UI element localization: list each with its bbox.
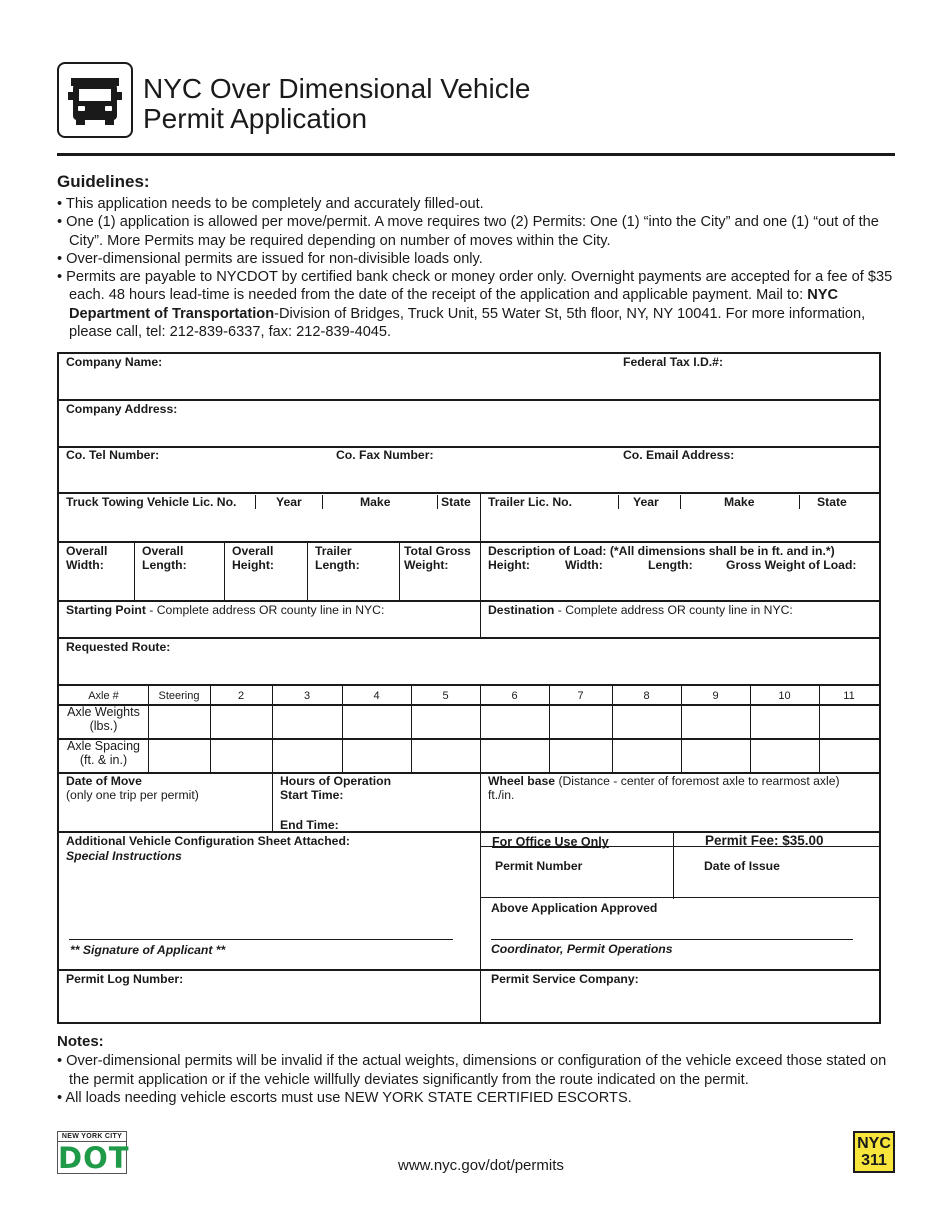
co-email-field[interactable] [623,464,873,488]
permit-service-label: Permit Service Company: [491,972,639,986]
note-item: • All loads needing vehicle escorts must use NEW YORK STATE CERTIFIED ESCORTS. [57,1089,897,1108]
guideline-item [57,268,897,341]
additional-config-label: Additional Vehicle Configuration Sheet Attached: [66,834,350,848]
axle-spacing-label: Axle Spacing (ft. & in.) [67,739,140,767]
load-width-label: Width: [565,558,603,572]
nyc-311-badge [853,1131,895,1173]
load-length-label: Length: [648,558,693,572]
trailer-length-label: Trailer Length: [315,544,360,572]
guideline-item: • Over-dimensional permits are issued for non-divisible loads only. [57,250,897,268]
axle-header: 10 [778,690,791,702]
coordinator-label: Coordinator, Permit Operations [491,942,673,956]
date-of-move-block[interactable] [66,774,199,802]
destination-title: Destination [488,603,555,617]
permit-number-label: Permit Number [495,859,583,873]
company-name-field[interactable] [159,370,619,394]
axle-header: Steering [158,690,200,702]
company-name-label: Company Name: [66,355,163,369]
truck-make-label: Make [360,495,391,509]
end-time-label: End Time: [280,818,339,832]
hours-of-operation-label: Hours of Operation [280,774,392,788]
axle-header-number: Axle # [88,690,119,702]
guidelines-heading: Guidelines: [57,172,150,191]
destination-label [488,603,793,617]
federal-tax-id-label: Federal Tax I.D.#: [623,355,724,369]
starting-point-title: Starting Point [66,603,146,617]
date-of-move-note: (only one trip per permit) [66,788,199,802]
overall-height-label: Overall Height: [232,544,274,572]
wheel-base-hint: (Distance - center of foremost axle to rearmost axle) [555,774,840,788]
requested-route-field[interactable] [66,656,872,680]
truck-icon [57,62,133,138]
guideline-text: Permits are payable to NYCDOT by certified bank check or money order only. Overnight payments are accepted for a fee of $35 each. 48 hours lead-time is needed from the date of the receipt of the application and applicable payment. Mail to: [66,269,893,304]
co-tel-field[interactable] [66,464,326,488]
total-gross-weight-label: Total Gross Weight: [404,544,471,572]
axle-header: 11 [843,690,855,702]
axle-header: 9 [712,690,719,702]
federal-tax-id-field[interactable] [623,370,873,394]
date-of-issue-label: Date of Issue [704,859,780,873]
permits-url-link[interactable]: www.nyc.gov/dot/permits [398,1157,564,1174]
guideline-item: • This application needs to be completely and accurately filled-out. [57,195,897,213]
truck-lic-label: Truck Towing Vehicle Lic. No. [66,495,237,509]
logo-main-text: DOT [58,1141,130,1175]
trailer-state-label: State [817,495,847,509]
wheel-base-block [488,774,873,802]
axle-header: 5 [442,690,449,702]
trailer-make-label: Make [724,495,755,509]
permit-log-label: Permit Log Number: [66,972,184,986]
permit-fee-label: Permit Fee: $35.00 [705,833,824,848]
load-gross-weight-label: Gross Weight of Load: [726,558,857,572]
guideline-item: • One (1) application is allowed per move/permit. A move requires two (2) Permits: One (1) “into the City” and one (1) “out of the City”. More Permits may be required depending on number of moves within the City. [57,213,897,250]
overall-length-label: Overall Length: [142,544,187,572]
destination-hint: - Complete address OR county line in NYC: [554,603,793,617]
signature-label: ** Signature of Applicant ** [70,943,226,957]
special-instructions-label: Special Instructions [66,849,182,863]
badge-line-1: NYC [857,1135,891,1152]
note-item: • Over-dimensional permits will be invalid if the actual weights, dimensions or configuration of the vehicle exceed those stated on the permit application or if the vehicle willfully deviates significantly from the route indicated on the permit. [57,1052,897,1089]
axle-header: 3 [303,690,311,702]
office-use-label: For Office Use Only [492,835,609,849]
company-address-field[interactable] [66,417,872,443]
starting-point-hint: - Complete address OR county line in NYC: [145,603,385,617]
axle-header: 2 [237,690,245,702]
above-approved-label: Above Application Approved [491,901,658,915]
page-title [143,74,531,134]
permit-form [57,352,881,1024]
axle-header: 7 [577,690,584,702]
header [57,62,897,142]
axle-header: 8 [643,690,650,702]
co-email-label: Co. Email Address: [623,448,735,462]
axle-weights-label: Axle Weights (lbs.) [67,705,140,733]
trailer-lic-label: Trailer Lic. No. [488,495,572,509]
co-fax-field[interactable] [336,464,616,488]
trailer-year-label: Year [633,495,659,509]
axle-header: 4 [373,690,380,702]
co-tel-label: Co. Tel Number: [66,448,160,462]
header-divider [57,153,895,156]
axle-header: 6 [511,690,518,702]
logo-top-text: NEW YORK CITY [58,1132,126,1142]
wheel-base-title: Wheel base [488,774,556,788]
load-description-label: Description of Load: (*All dimensions shall be in ft. and in.*) [488,544,835,558]
guideline-dept-name: NYC Department of Transportation [69,287,839,322]
starting-point-label [66,603,384,617]
load-height-label: Height: [488,558,530,572]
guidelines-section [57,172,897,341]
title-line-2: Permit Application [143,103,368,134]
company-address-label: Company Address: [66,402,178,416]
co-fax-label: Co. Fax Number: [336,448,434,462]
notes-section [57,1033,897,1108]
badge-line-2: 311 [861,1152,887,1169]
requested-route-label: Requested Route: [66,640,171,654]
special-instructions-field[interactable] [66,866,466,934]
date-of-move-label: Date of Move [66,774,142,788]
hours-of-operation-block [280,774,391,802]
notes-heading: Notes: [57,1033,104,1050]
nyc-dot-logo [57,1131,130,1175]
guideline-text: -Division of Bridges, Truck Unit, 55 Water St, 5th floor, NY, NY 10041. For more information, please call, tel: 212-839-6337, fax: 212-839-4045. [69,305,866,341]
truck-state-label: State [441,495,471,509]
truck-year-label: Year [276,495,302,509]
start-time-label: Start Time: [280,788,344,802]
wheel-base-units: ft./in. [488,788,515,802]
overall-width-label: Overall Width: [66,544,108,572]
title-line-1: NYC Over Dimensional Vehicle [143,73,531,104]
